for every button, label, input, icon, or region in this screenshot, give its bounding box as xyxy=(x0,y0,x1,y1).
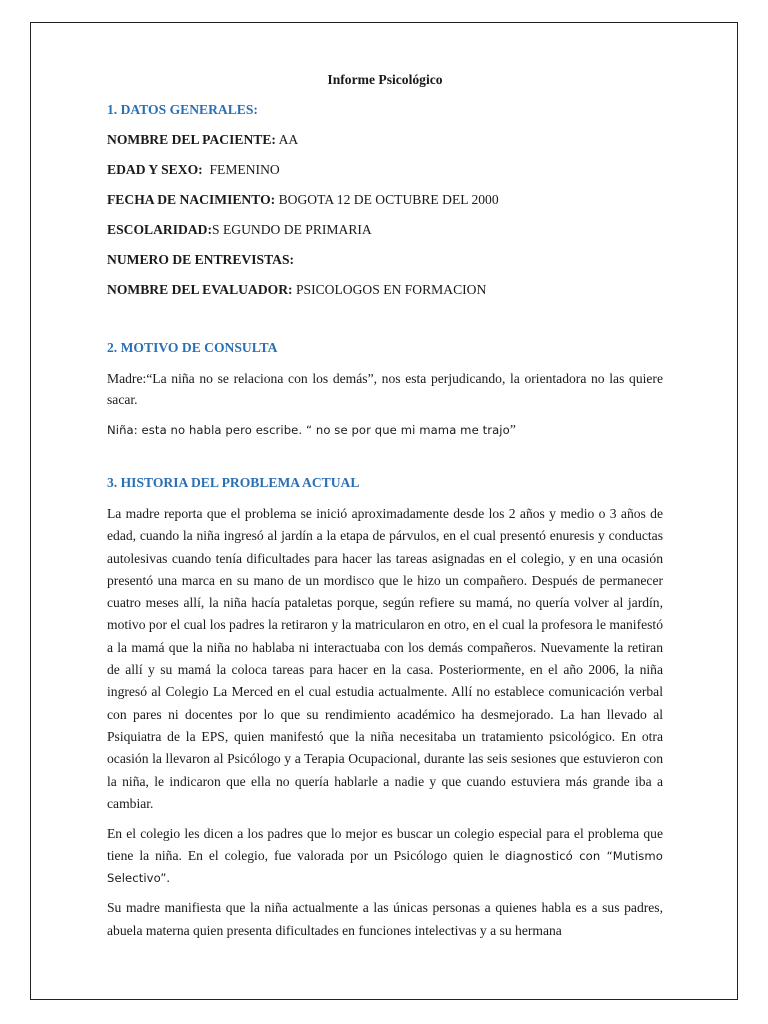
field-label: NOMBRE DEL PACIENTE: xyxy=(107,132,276,147)
field-numero-entrevistas xyxy=(107,250,663,270)
field-label: NUMERO DE ENTREVISTAS: xyxy=(107,252,295,267)
historia-paragraph-3: Su madre manifiesta que la niña actualmente a las únicas personas a quienes habla es a sus padres, abuela materna quien presenta dificultades en funciones intelectivas y a su hermana xyxy=(107,900,663,938)
p2-part3: . xyxy=(166,870,170,886)
field-label: FECHA DE NACIMIENTO: xyxy=(107,192,276,207)
field-value: AA xyxy=(275,132,299,147)
p2-diagnosis: diagnosticó con “Mutismo Selectivo” xyxy=(107,849,663,886)
field-fecha-nacimiento xyxy=(107,190,663,210)
section-heading-datos-generales: 1. DATOS GENERALES: xyxy=(107,102,258,117)
field-label: EDAD Y SEXO: xyxy=(107,162,203,177)
document-body xyxy=(107,70,663,942)
field-edad-sexo xyxy=(107,160,663,180)
nina-text: esta no habla pero escribe. “ no se por que mi mama me trajo xyxy=(137,423,510,437)
motivo-nina-paragraph xyxy=(107,420,663,440)
field-nombre-evaluador xyxy=(107,280,663,300)
field-escolaridad xyxy=(107,220,663,240)
field-label: ESCOLARIDAD: xyxy=(107,222,212,237)
section-heading-motivo-consulta: 2. MOTIVO DE CONSULTA xyxy=(107,340,278,355)
historia-paragraph-2 xyxy=(107,823,663,889)
p2-part1: En el colegio les dicen a los padres que lo mejor es buscar un colegio especial para el problema que tiene la niña. En el colegio, fue valorada por un Psicólogo quien le xyxy=(107,826,663,864)
document-title: Informe Psicológico xyxy=(327,72,443,87)
field-label: NOMBRE DEL EVALUADOR: xyxy=(107,282,293,297)
nina-prefix: Niña: xyxy=(107,423,138,437)
field-value: BOGOTA 12 DE OCTUBRE DEL 2000 xyxy=(275,192,499,207)
field-value: FEMENINO xyxy=(202,162,280,177)
section-heading-historia: 3. HISTORIA DEL PROBLEMA ACTUAL xyxy=(107,475,360,490)
field-value: S EGUNDO DE PRIMARIA xyxy=(212,222,372,237)
historia-paragraph-1: La madre reporta que el problema se inició aproximadamente desde los 2 años y medio o 3 años de edad, cuando la niña ingresó al jardín a la etapa de párvulos, en el cual presentó enuresis y conductas autolesivas cuando tenía dificultades para hacer las tareas asignadas en el colegio, y en una ocasión presentó una marca en su mano de un mordisco que le hizo un compañero. Después de permanecer cuatro meses allí, la niña hacía pataletas porque, según refiere su mamá, no quería volver al jardín, motivo por el cual los padres la retiraron y la matricularon en otro, en el cual la profesora le manifestó a la mamá que la niña no hablaba ni interactuaba con los demás compañeros. Nuevamente la retiran de allí y su mamá la coloca tareas para hacer en la casa. Posteriormente, en el año 2006, la niña ingresó al Colegio La Merced en el cual estudia actualmente. Allí no establece comunicación verbal con pares ni docentes por lo que su rendimiento académico ha desmejorado. La han llevado al Psiquiatra de la EPS, quien manifestó que la niña necesitaba un tratamiento psicológico. En otra ocasión la llevaron al Psicólogo y a Terapia Ocupacional, durante las seis sesiones que estuvieron con la niña, le indicaron que ella no quería hablarle a nadie y que cuando estuviera más grande iba a cambiar. xyxy=(107,506,663,811)
nina-suffix: ” xyxy=(509,422,516,437)
field-nombre-paciente xyxy=(107,130,663,150)
motivo-madre-paragraph: Madre:“La niña no se relaciona con los demás”, nos esta perjudicando, la orientadora no las quiere sacar. xyxy=(107,371,663,407)
field-value: PSICOLOGOS EN FORMACION xyxy=(292,282,487,297)
